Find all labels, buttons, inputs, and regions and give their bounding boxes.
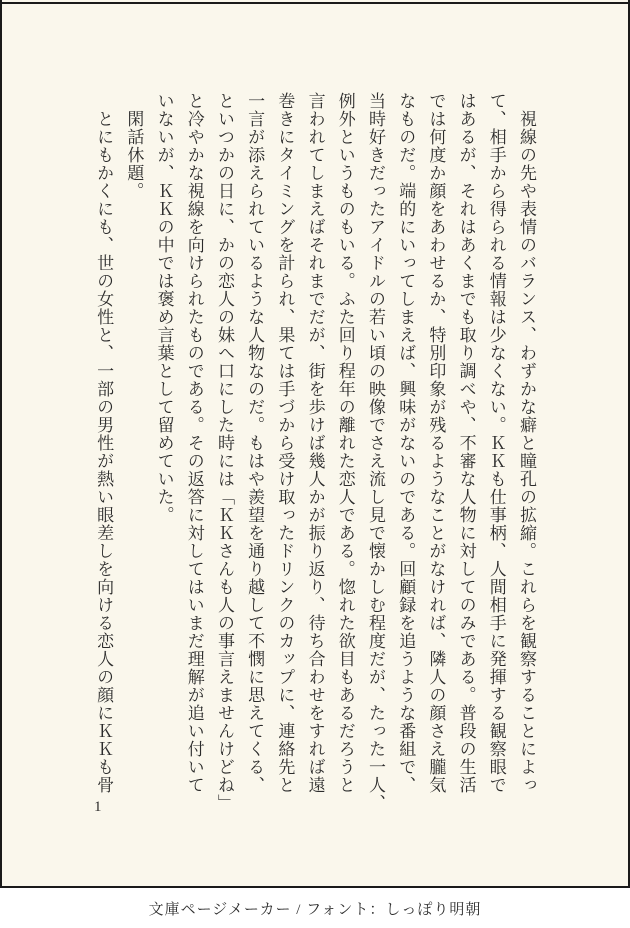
- text-column-15: とにもかくにも、世の女性と、一部の男性が熱い眼差しを向ける恋人の顔にＫＫも骨: [94, 92, 114, 794]
- text-column-12: と冷やかな視線を向けられたものである。その返答に対してはいまだ理解が追い付いて: [184, 92, 204, 794]
- text-column-8: 言われてしまえばそれまでだが、街を歩けば幾人かが振り返り、待ち合わせをすれば遠: [305, 92, 325, 794]
- text-column-13: いないが、ＫＫの中では褒め言葉として留めていた。: [154, 92, 174, 524]
- text-column-2: て、相手から得られる情報は少なくない。ＫＫも仕事柄、人間相手に発揮する観察眼で: [486, 92, 506, 794]
- text-column-5: なものだ。端的にいってしまえば、興味がないのである。回顧録を追うような番組で、: [396, 92, 416, 794]
- text-column-11: といつかの日に、かの恋人の妹へ口にした時には「ＫＫさんも人の事言えませんけどね」: [214, 92, 234, 812]
- text-column-9: 巻きにタイミングを計られ、果ては手づから受け取ったドリンクのカップに、連絡先と: [275, 92, 295, 794]
- text-column-4: では何度か顔をあわせるか、特別印象が残るようなことがなければ、隣人の顔さえ朧気: [426, 92, 446, 794]
- text-column-6: 当時好きだったアイドルの若い頃の映像でさえ流し見で懐かしむ程度だが、たった一人、: [365, 92, 385, 812]
- footer-credit-bar: [0, 888, 630, 928]
- text-column-3: はあるが、それはあくまでも取り調べや、不審な人物に対してのみである。普段の生活: [456, 92, 476, 794]
- footer-credit-text: 文庫ページメーカー / フォント：しっぽり明朝: [148, 901, 482, 918]
- text-column-7: 例外というものもいる。ふた回り程年の離れた恋人である。惚れた欲目もあるだろうと: [335, 92, 355, 794]
- text-column-1: 視線の先や表情のバランス、わずかな癖と瞳孔の拡縮。これらを観察することによっ: [517, 92, 536, 794]
- page-frame-top-border: [2, 2, 628, 4]
- text-column-14: 閑話休題。: [124, 92, 144, 200]
- text-column-10: 一言が添えられているような人物なのだ。もはや羨望を通り越して不憫に思えてくる、: [245, 92, 265, 794]
- vertical-text-block: [88, 92, 541, 812]
- page-number: 1: [94, 799, 102, 815]
